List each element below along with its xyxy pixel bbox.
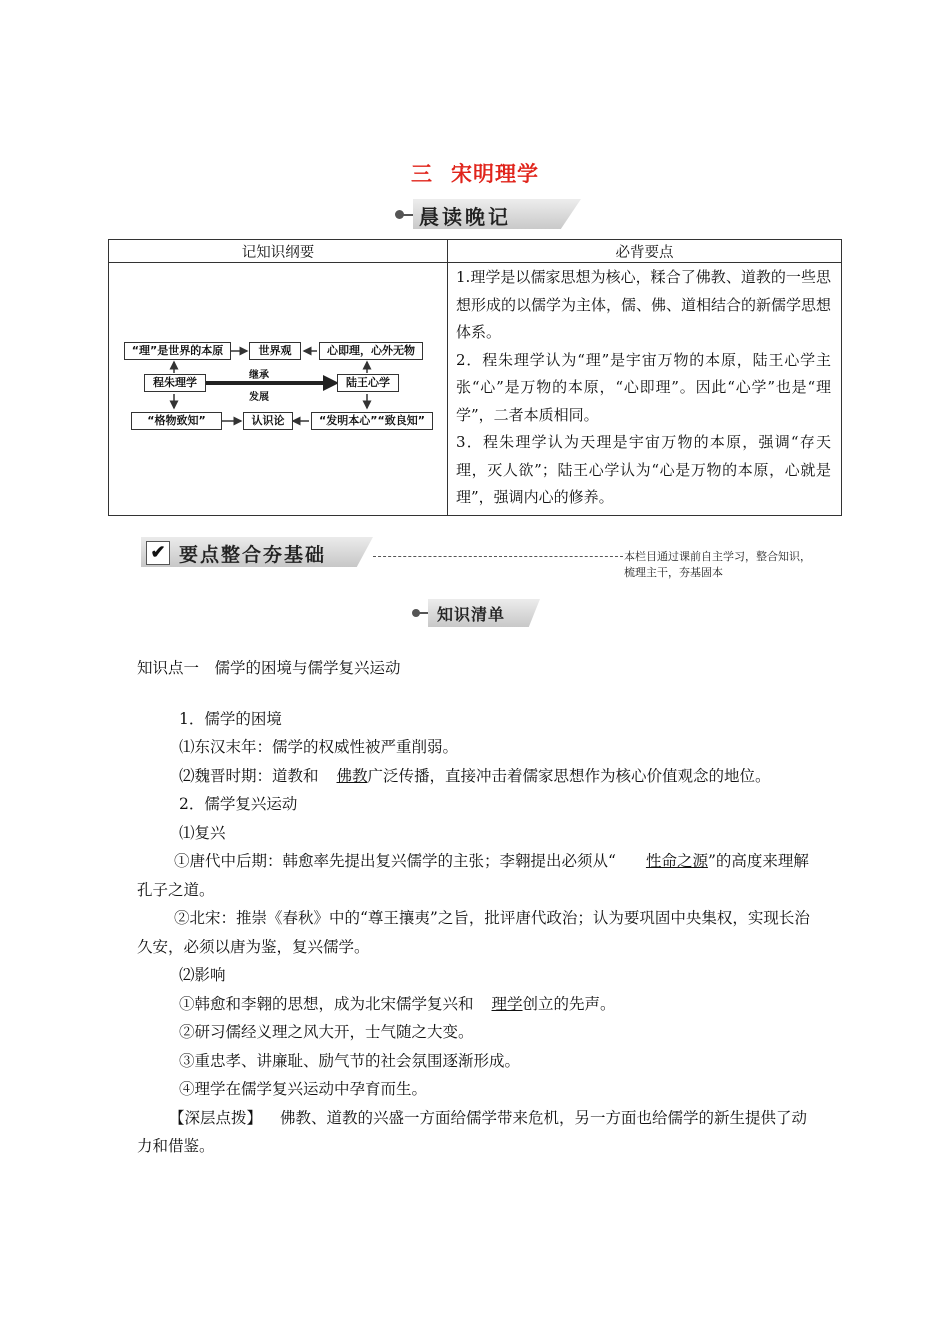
knowledge-table [108, 239, 842, 516]
banner-section-note: 本栏目通过课前自主学习，整合知识，梳理主干，夯基固本 [624, 550, 811, 579]
line-eastern-han: ⑴东汉末年：儒学的权威性被严重削弱。 [179, 738, 459, 756]
line-weijin [137, 762, 817, 791]
text: 广泛传播，直接冲击着儒家思想作为核心价值观念的地位。 [367, 766, 771, 785]
box-li-origin: “理”是世界的本原 [124, 342, 231, 360]
text: ①唐代中后期：韩愈率先提出复兴儒学的主张；李翱提出必须从“ [174, 852, 616, 870]
banner-list-label: 知识清单 [437, 605, 506, 624]
banner-knowledge-list [410, 599, 540, 629]
heading-dilemma: 1．儒学的困境 [179, 709, 282, 728]
box-gewu: “格物致知” [131, 412, 222, 430]
text: 创立的先声。 [522, 994, 616, 1013]
concept-diagram [109, 263, 447, 513]
banner-section-title: 要点整合夯基础 [179, 544, 327, 566]
content-body [137, 654, 817, 1161]
page-title [0, 158, 950, 188]
key-point: 2．程朱理学认为“理”是宇宙万物的本原，陆王心学主张“心”是万物的本原，“心即理”。因此“心学”也是“理学”，二者本质相同。 [456, 350, 831, 424]
line-influence-1 [137, 990, 817, 1019]
point-title: 知识点一 儒学的困境与儒学复兴运动 [137, 659, 401, 677]
box-worldview: 世界观 [249, 342, 301, 360]
banner-morning-reading [393, 199, 583, 231]
sub-influence: ⑵影响 [179, 966, 226, 984]
heading-revival: 2．儒学复兴运动 [179, 795, 298, 813]
banner-section [141, 537, 811, 579]
table-head-right: 必背要点 [448, 240, 842, 263]
deep-tip-text: 佛教、道教的兴盛一方面给儒学带来危机，另一方面也给儒学的新生提供了动力和借鉴。 [137, 1108, 808, 1155]
key-point: 1.理学是以儒家思想为核心，糅合了佛教、道教的一些思想形成的以儒学为主体，儒、佛、道相结合的新儒学思想体系。 [456, 268, 832, 341]
box-xin-li: 心即理，心外无物 [319, 342, 423, 360]
label-inherit: 继承 [249, 370, 269, 381]
text: ①韩愈和李翱的思想，成为北宋儒学复兴和 [179, 994, 474, 1013]
line-influence-2: ②研习儒经义理之风大开，士气随之大变。 [179, 1023, 474, 1041]
text: ⑵魏晋时期：道教和 [179, 766, 319, 785]
line-influence-4: ④理学在儒学复兴运动中孕育而生。 [179, 1080, 428, 1098]
answer-blank: 理学 [491, 994, 523, 1013]
line-tang [137, 847, 817, 904]
title-number: 三 [411, 162, 433, 186]
dashed-divider [373, 556, 623, 557]
answer-blank: 佛教 [336, 766, 368, 785]
label-develop: 发展 [249, 392, 269, 403]
deep-tip [137, 1104, 817, 1161]
box-chengzhu: 程朱理学 [144, 374, 206, 392]
checkmark-icon: ✔ [146, 541, 170, 565]
line-influence-3: ③重忠孝、讲廉耻、励气节的社会氛围逐渐形成。 [179, 1051, 521, 1070]
table-head-left: 记知识纲要 [109, 240, 448, 263]
diagram-cell [109, 263, 448, 516]
title-text: 宋明理学 [451, 162, 539, 186]
key-points-cell [448, 263, 842, 516]
text: ”的高度来理解孔子之道。 [137, 852, 809, 899]
answer-blank: 性命之源 [645, 852, 708, 870]
box-epistemology: 认识论 [243, 412, 293, 430]
deep-tip-label: 【深层点拨】 [169, 1108, 263, 1127]
key-point: 3．程朱理学认为天理是宇宙万物的本原，强调“存天理，灭人欲”；陆王心学认为“心是万物的本原，心就是理”，强调内心的修养。 [456, 433, 831, 506]
box-faming: “发明本心”“致良知” [311, 412, 433, 430]
banner-morning-label: 晨读晚记 [419, 205, 511, 229]
box-luwang: 陆王心学 [337, 374, 399, 392]
sub-revival: ⑴复兴 [179, 823, 226, 842]
line-northern-song: ②北宋：推崇《春秋》中的“尊王攘夷”之旨，批评唐代政治；认为要巩固中央集权，实现长治久安，必须以唐为鉴，复兴儒学。 [137, 909, 810, 956]
